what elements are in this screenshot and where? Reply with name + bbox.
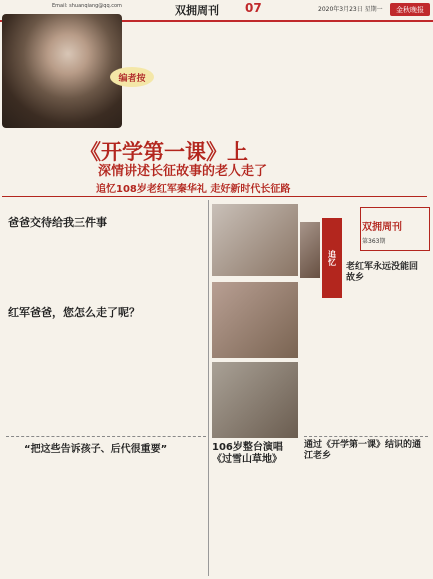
sidebar-divider — [304, 436, 428, 437]
story-text — [150, 204, 206, 434]
story-heading: “把这些告诉孩子、后代很重要” — [24, 444, 168, 455]
main-deck: 追忆108岁老红军秦华礼 走好新时代长征路 — [96, 184, 291, 195]
feature-text — [304, 284, 428, 434]
footer-story-title: 通过《开学第一课》结识的通江老乡 — [304, 440, 422, 461]
editor-note-badge: 编者按 — [110, 67, 154, 87]
column-divider — [6, 436, 206, 437]
main-subheadline: 深情讲述长征故事的老人走了 — [98, 164, 268, 179]
publication-name: 双拥周刊 — [175, 4, 219, 17]
page-number: 07 — [245, 1, 262, 15]
portrait-photo — [2, 14, 122, 128]
side-photo — [300, 222, 320, 278]
story-heading: 爸爸交待给我三件事 — [8, 216, 107, 229]
editor-note-text — [162, 26, 430, 126]
feature-title: 老红军永远没能回故乡 — [346, 262, 419, 283]
story-heading: 106岁整台演唱《过雪山草地》 — [212, 442, 283, 465]
feature-badge: 追忆 — [322, 218, 342, 298]
weekly-issue: 第363期 — [362, 238, 386, 245]
story-text — [6, 236, 104, 302]
weekly-logo: 双拥周刊 — [362, 222, 402, 233]
column-rule — [208, 200, 209, 576]
footer-story-text — [304, 464, 428, 576]
header-email: Email: shuanqiang@qq.com — [52, 3, 122, 9]
story-text — [212, 470, 300, 576]
photo-veteran-ceremony — [212, 362, 298, 438]
photo-veteran-with-child — [212, 204, 298, 276]
story-text — [6, 458, 206, 576]
photo-veteran-with-visitors — [212, 282, 298, 358]
story-heading: 红军爸爸，您怎么走了呢？ — [8, 306, 140, 319]
main-headline: 《开学第一课》上 — [80, 140, 248, 164]
newspaper-logo: 金秋晚报 — [390, 3, 430, 16]
section-divider — [2, 196, 427, 197]
issue-date: 2020年3月23日 星期一 — [318, 6, 383, 13]
